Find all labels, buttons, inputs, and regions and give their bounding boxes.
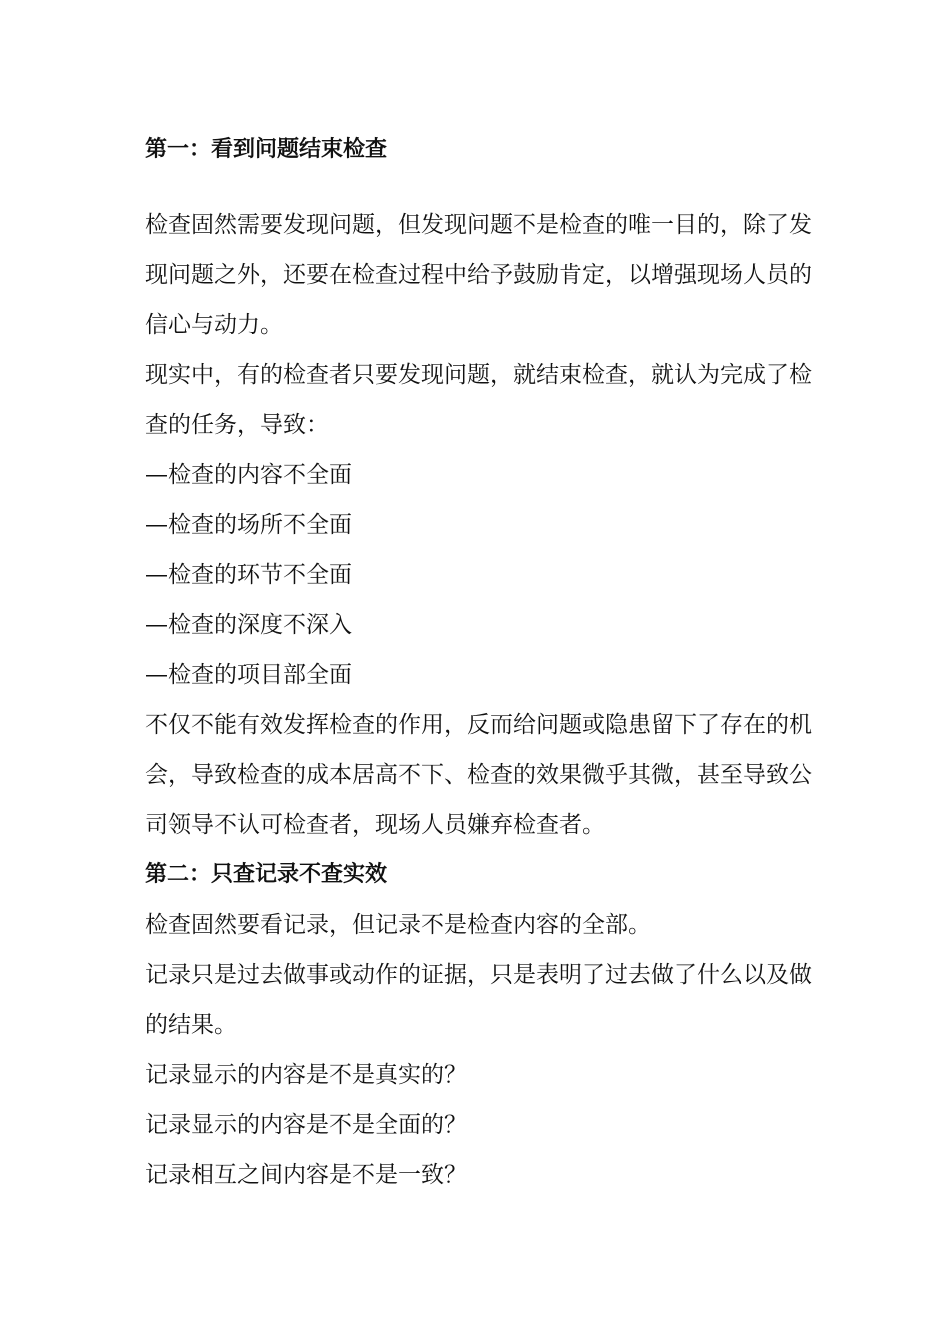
section1-list-item: —检查的场所不全面 [145, 512, 352, 538]
section2-question: 记录相互之间内容是不是一致？ [145, 1162, 467, 1188]
document-body [145, 125, 815, 1200]
section1-paragraph-2: 现实中，有的检查者只要发现问题，就结束检查，就认为完成了检查的任务，导致： [145, 362, 812, 438]
section1-list-item: —检查的环节不全面 [145, 562, 352, 588]
section2-heading: 第二：只查记录不查实效 [145, 862, 388, 887]
section1-paragraph-3: 不仅不能有效发挥检查的作用，反而给问题或隐患留下了存在的机会，导致检查的成本居高不下、检查的效果微乎其微，甚至导致公司领导不认可检查者，现场人员嫌弃检查者。 [145, 712, 812, 838]
section2-paragraph-1: 检查固然要看记录，但记录不是检查内容的全部。 [145, 912, 651, 938]
section2-question: 记录显示的内容是不是全面的？ [145, 1112, 467, 1138]
section2-question: 记录显示的内容是不是真实的？ [145, 1062, 467, 1088]
section1-paragraph-1: 检查固然需要发现问题，但发现问题不是检查的唯一目的，除了发现问题之外，还要在检查过程中给予鼓励肯定，以增强现场人员的信心与动力。 [145, 212, 812, 338]
section1-list-item: —检查的内容不全面 [145, 462, 352, 488]
section2-paragraph-2: 记录只是过去做事或动作的证据，只是表明了过去做了什么以及做的结果。 [145, 962, 812, 1038]
section1-list-item: —检查的项目部全面 [145, 662, 352, 688]
section1-list-item: —检查的深度不深入 [145, 612, 352, 638]
section1-heading: 第一：看到问题结束检查 [145, 137, 388, 162]
